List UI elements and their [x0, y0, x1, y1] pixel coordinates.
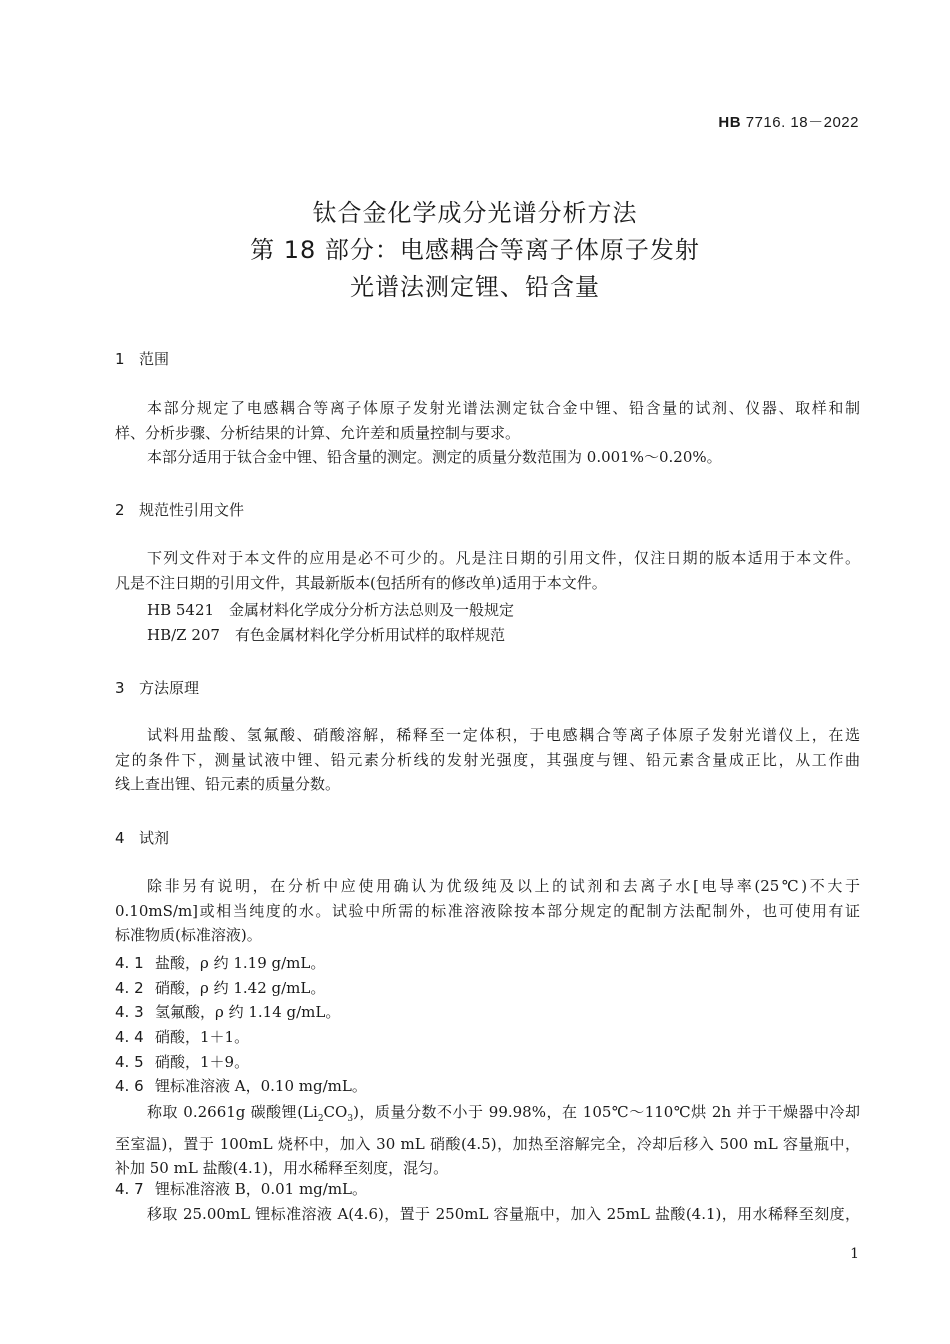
- reagent-4-6-preparation: 称取 0.2661g 碳酸锂$(Li_2CO_3)$，质量分数不小于 99.98%，在 105℃～110℃烘 2h 并于干燥器中冷却 至室温)，置于 100mL 烧杯中，加入 30 mL 硝酸(4.5)，加热至溶解完全，冷却后移入 500 mL 容量瓶中， 补加 50 mL 盐酸(4.1)，用水稀释至刻度，混匀。: [115, 1103, 860, 1177]
- doc-title-line-2: 第 18 部分：电感耦合等离子体原子发射: [250, 236, 700, 264]
- reagent-4-7-preparation: 移取 25.00mL 锂标准溶液 A(4.6)，置于 250mL 容量瓶中，加入 25mL 盐酸(4.1)，用水稀释至刻度，: [147, 1205, 860, 1223]
- normative-reference-2: HB/Z 207 有色金属材料化学分析用试样的取样规范: [147, 626, 505, 644]
- doc-title-line-1: 钛合金化学成分光谱分析方法: [312, 199, 638, 227]
- reagent-item: 4. 3 氢氟酸，ρ 约 1.14 g/mL。: [115, 1003, 341, 1021]
- section-1-paragraph-1: 本部分规定了电感耦合等离子体原子发射光谱法测定钛合金中锂、铅含量的试剂、仪器、取样和制 样、分析步骤、分析结果的计算、允许差和质量控制与要求。: [115, 399, 860, 442]
- section-3-paragraph: 试料用盐酸、氢氟酸、硝酸溶解，稀释至一定体积，于电感耦合等离子体原子发射光谱仪上，在选 定的条件下，测量试液中锂、铅元素分析线的发射光强度，其强度与锂、铅元素含量成正比，从工作曲 线上查出锂、铅元素的质量分数。: [115, 726, 860, 793]
- reagent-item: 4. 1 盐酸，ρ 约 1.19 g/mL。: [115, 954, 326, 972]
- standard-number: HB 7716. 18－2022: [718, 114, 859, 131]
- section-heading-4: 4 试剂: [115, 829, 170, 847]
- page-number: 1: [850, 1246, 859, 1262]
- reagent-item: 4. 2 硝酸，ρ 约 1.42 g/mL。: [115, 979, 326, 997]
- section-heading-3: 3 方法原理: [115, 679, 200, 697]
- reagent-item: 4. 5 硝酸，1＋9。: [115, 1053, 250, 1071]
- reagent-item: 4. 4 硝酸，1＋1。: [115, 1028, 250, 1046]
- section-2-paragraph: 下列文件对于本文件的应用是必不可少的。凡是注日期的引用文件，仅注日期的版本适用于本文件。 凡是不注日期的引用文件，其最新版本(包括所有的修改单)适用于本文件。: [115, 549, 860, 592]
- reagent-item: 4. 7 锂标准溶液 B，0.01 mg/mL。: [115, 1180, 368, 1198]
- section-1-paragraph-2: 本部分适用于钛合金中锂、铅含量的测定。测定的质量分数范围为 0.001%～0.20%。: [147, 448, 722, 466]
- reagent-item: 4. 6 锂标准溶液 A，0.10 mg/mL。: [115, 1077, 367, 1095]
- section-heading-2: 2 规范性引用文件: [115, 501, 245, 519]
- section-heading-1: 1 范围: [115, 350, 170, 368]
- doc-title-line-3: 光谱法测定锂、铅含量: [350, 273, 600, 301]
- section-4-paragraph: 除非另有说明，在分析中应使用确认为优级纯及以上的试剂和去离子水[电导率(25℃)不大于 0.10mS/m]或相当纯度的水。试验中所需的标准溶液除按本部分规定的配制方法配制外，也可使用有证 标准物质(标准溶液)。: [115, 877, 860, 944]
- normative-reference-1: HB 5421 金属材料化学成分分析方法总则及一般规定: [147, 601, 515, 619]
